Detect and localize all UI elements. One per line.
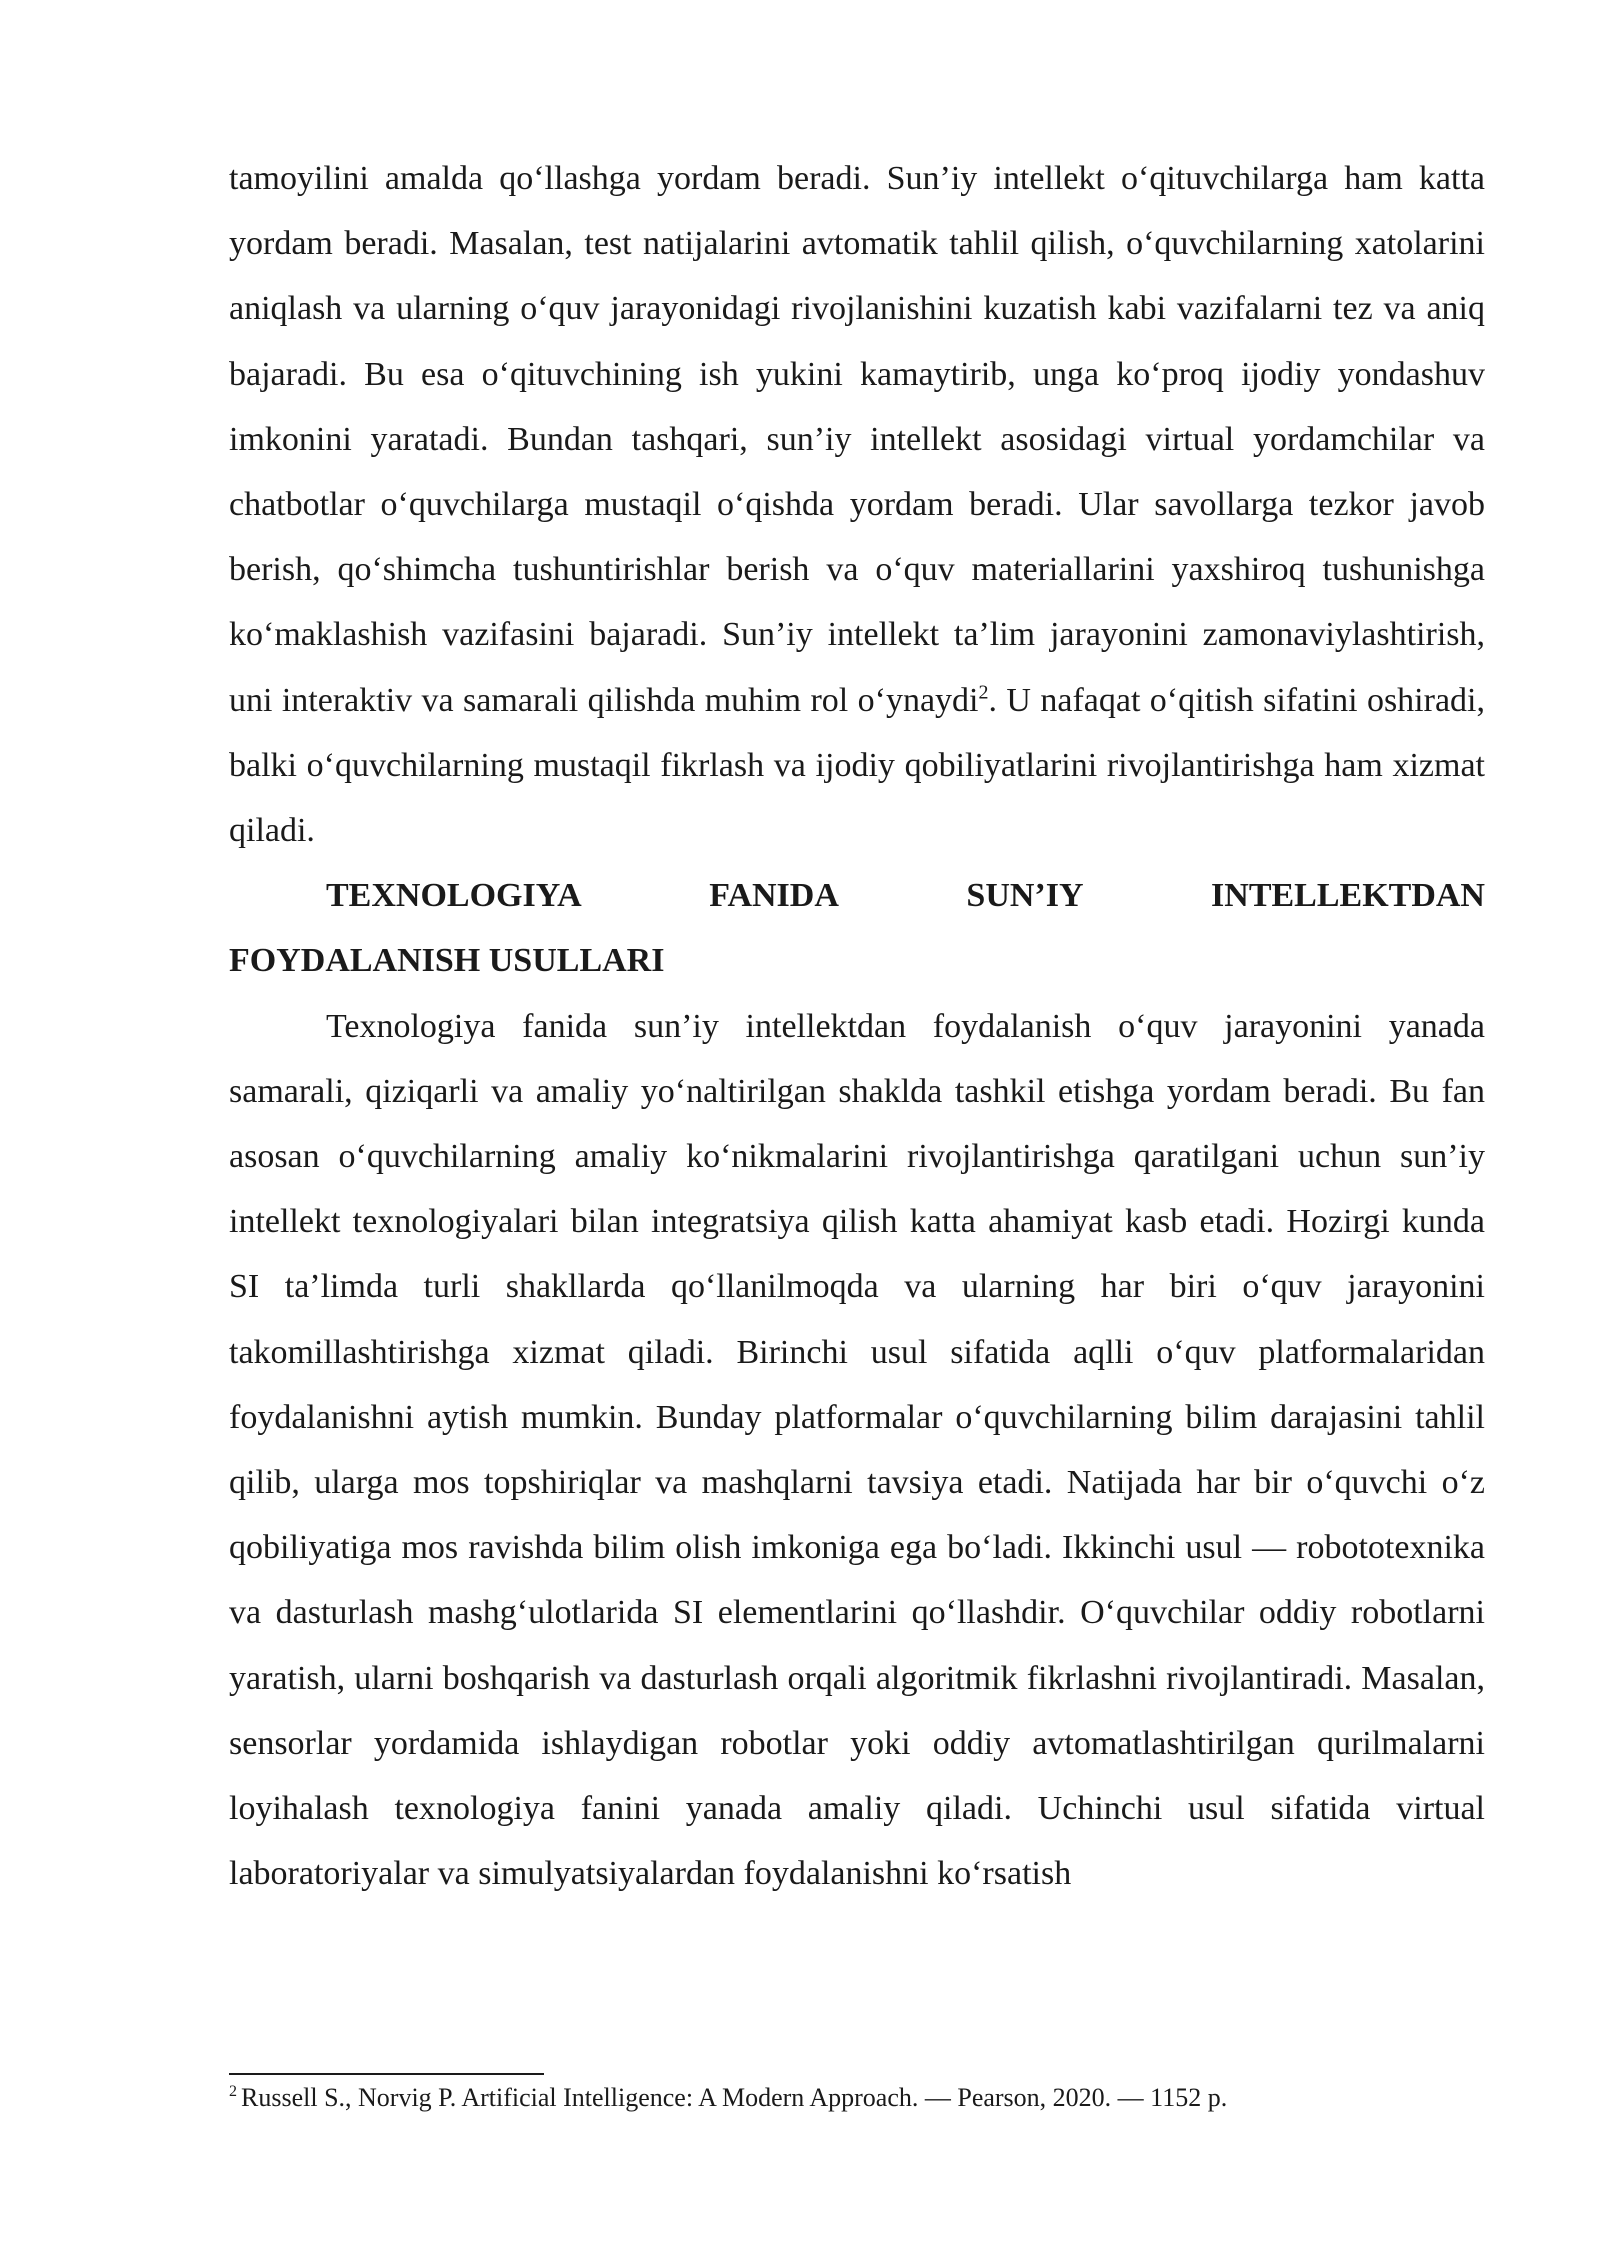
- section-heading-line-2: FOYDALANISH USULLARI: [229, 942, 665, 980]
- footnote-number: 2: [229, 2083, 237, 2101]
- section-heading-line-1: [229, 863, 1485, 928]
- footnote-separator: [229, 2073, 544, 2075]
- paragraph-1-text-continued: . U nafaqat o‘qitish sifatini oshiradi, balki o‘quvchilarning mustaqil fikrlash va ijodiy qobiliyatlarini rivojlantirishga ham xizmat qiladi.: [229, 681, 1485, 850]
- section-heading: [229, 863, 1485, 993]
- paragraph-1: [229, 146, 1485, 863]
- footnote: [229, 2081, 1485, 2115]
- footnote-reference[interactable]: 2: [978, 681, 989, 704]
- heading-word: INTELLEKTDAN: [1211, 877, 1485, 915]
- footnote-text: Russell S., Norvig P. Artificial Intelligence: A Modern Approach. — Pearson, 2020. — 1152 p.: [241, 2083, 1228, 2112]
- paragraph-2: Texnologiya fanida sun’iy intellektdan foydalanish o‘quv jarayonini yanada samarali, qiziqarli va amaliy yo‘naltirilgan shaklda tashkil etishga yordam beradi. Bu fan asosan o‘quvchilarning amaliy ko‘nikmalarini rivojlantirishga qaratilgani uchun sun’iy intellekt texnologiyalari bilan integratsiya qilish katta ahamiyat kasb etadi. Hozirgi kunda SI ta’limda turli shakllarda qo‘llanilmoqda va ularning har biri o‘quv jarayonini takomillashtirishga xizmat qiladi. Birinchi usul sifatida aqlli o‘quv platformalaridan foydalanishni aytish mumkin. Bunday platformalar o‘quvchilarning bilim darajasini tahlil qilib, ularga mos topshiriqlar va mashqlarni tavsiya etadi. Natijada har bir o‘quvchi o‘z qobiliyatiga mos ravishda bilim olish imkoniga ega bo‘ladi. Ikkinchi usul — robototexnika va dasturlash mashg‘ulotlarida SI elementlarini qo‘llashdir. O‘quvchilar oddiy robotlarni yaratish, ularni boshqarish va dasturlash orqali algoritmik fikrlashni rivojlantiradi. Masalan, sensorlar yordamida ishlaydigan robotlar yoki oddiy avtomatlashtirilgan qurilmalarni loyihalash texnologiya fanini yanada amaliy qiladi. Uchinchi usul sifatida virtual laboratoriyalar va simulyatsiyalardan foydalanishni ko‘rsatish: [229, 1007, 1485, 1893]
- heading-word: SUN’IY: [966, 877, 1084, 915]
- page-body: [229, 146, 1485, 1906]
- heading-word: FANIDA: [709, 877, 839, 915]
- heading-word: TEXNOLOGIYA: [326, 877, 582, 915]
- paragraph-1-text: tamoyilini amalda qo‘llashga yordam beradi. Sun’iy intellekt o‘qituvchilarga ham katta yordam beradi. Masalan, test natijalarini avtomatik tahlil qilish, o‘quvchilarning xatolarini aniqlash va ularning o‘quv jarayonidagi rivojlanishini kuzatish kabi vazifalarni tez va aniq bajaradi. Bu esa o‘qituvchining ish yukini kamaytirib, unga ko‘proq ijodiy yondashuv imkonini yaratadi. Bundan tashqari, sun’iy intellekt asosidagi virtual yordamchilar va chatbotlar o‘quvchilarga mustaqil o‘qishda yordam beradi. Ular savollarga tezkor javob berish, qo‘shimcha tushuntirishlar berish va o‘quv materiallarini yaxshiroq tushunishga ko‘maklashish vazifasini bajaradi. Sun’iy intellekt ta’lim jarayonini zamonaviylashtirish, uni interaktiv va samarali qilishda muhim rol o‘ynaydi: [229, 160, 1485, 719]
